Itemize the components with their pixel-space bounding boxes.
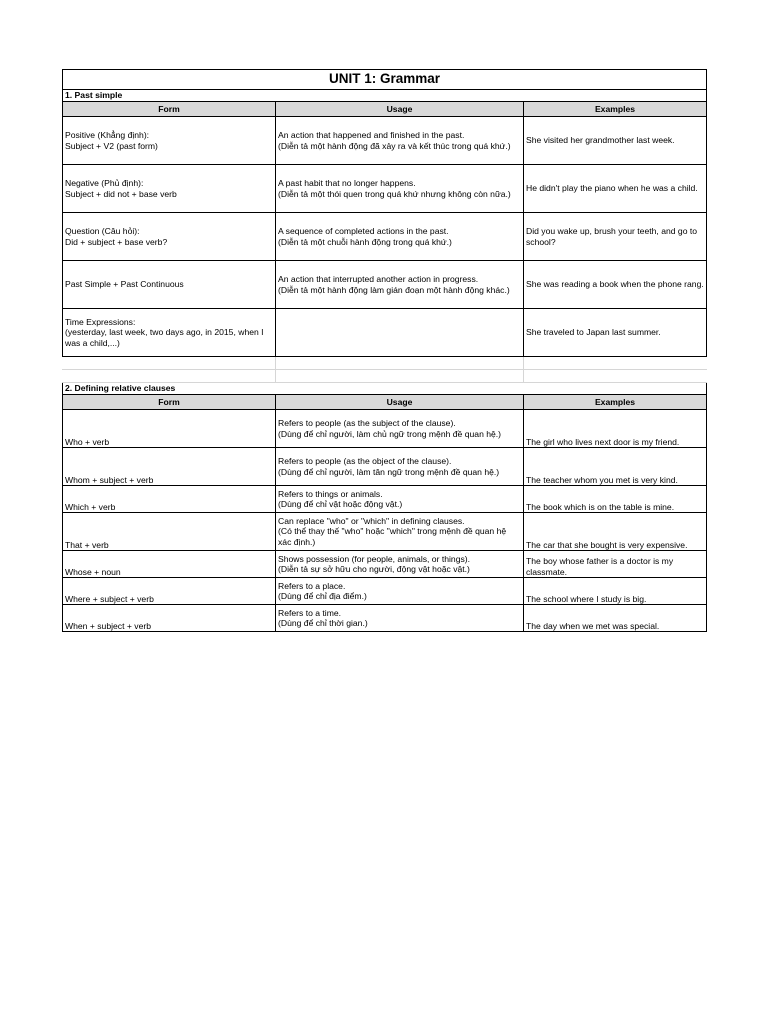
example-cell: Did you wake up, brush your teeth, and go to school? [524,213,707,261]
table-row [63,117,707,165]
table-row [63,578,707,605]
form-cell: Which + verb [63,486,276,513]
spacer-row [63,357,707,370]
usage-cell: A past habit that no longer happens. (Diễn tả một thói quen trong quá khứ nhưng không còn nữa.) [276,165,524,213]
usage-cell: A sequence of completed actions in the past. (Diễn tả một chuỗi hành động trong quá khứ.) [276,213,524,261]
example-cell: She traveled to Japan last summer. [524,309,707,357]
example-cell: The school where I study is big. [524,578,707,605]
usage-cell: Can replace "who" or "which" in defining clauses. (Có thể thay thế "who" hoặc "which" trong mệnh đề quan hệ xác định.) [276,513,524,551]
form-cell: Positive (Khẳng định): Subject + V2 (past form) [63,117,276,165]
table-row [63,551,707,578]
example-cell: She was reading a book when the phone rang. [524,261,707,309]
column-header-examples: Examples [524,395,707,410]
table-header-row [63,395,707,410]
example-cell: The boy whose father is a doctor is my classmate. [524,551,707,578]
table-row [63,513,707,551]
usage-cell: Shows possession (for people, animals, or things). (Diễn tả sự sở hữu cho người, động vật hoặc vật.) [276,551,524,578]
table-row [63,448,707,486]
table-row [63,605,707,632]
column-header-usage: Usage [276,102,524,117]
table-row [63,165,707,213]
section-heading-past-simple: 1. Past simple [63,90,707,102]
table-header-row [63,102,707,117]
spacer-row [63,370,707,383]
column-header-form: Form [63,102,276,117]
form-cell: Where + subject + verb [63,578,276,605]
column-header-examples: Examples [524,102,707,117]
example-cell: The book which is on the table is mine. [524,486,707,513]
example-cell: She visited her grandmother last week. [524,117,707,165]
grammar-sheet [62,69,706,632]
usage-cell: An action that happened and finished in the past. (Diễn tả một hành động đã xảy ra và kết thúc trong quá khứ.) [276,117,524,165]
table-row [63,309,707,357]
usage-cell: Refers to a time. (Dùng để chỉ thời gian.) [276,605,524,632]
form-cell: Whom + subject + verb [63,448,276,486]
example-cell: The girl who lives next door is my friend. [524,410,707,448]
form-cell: When + subject + verb [63,605,276,632]
form-cell: Who + verb [63,410,276,448]
section-heading-row [63,90,707,102]
title-row [63,70,707,90]
grammar-table [62,69,707,632]
example-cell: The car that she bought is very expensive. [524,513,707,551]
usage-cell: Refers to things or animals. (Dùng để chỉ vật hoặc động vật.) [276,486,524,513]
example-cell: The day when we met was special. [524,605,707,632]
page-title: UNIT 1: Grammar [63,70,707,90]
usage-cell: Refers to people (as the subject of the clause). (Dùng để chỉ người, làm chủ ngữ trong mệnh đề quan hệ.) [276,410,524,448]
table-row [63,261,707,309]
form-cell: Time Expressions: (yesterday, last week, two days ago, in 2015, when I was a child,...) [63,309,276,357]
form-cell: Negative (Phủ định): Subject + did not + base verb [63,165,276,213]
usage-cell [276,309,524,357]
section-heading-row [63,383,707,395]
table-row [63,213,707,261]
table-row [63,486,707,513]
form-cell: Past Simple + Past Continuous [63,261,276,309]
example-cell: He didn't play the piano when he was a child. [524,165,707,213]
usage-cell: An action that interrupted another action in progress. (Diễn tả một hành động làm gián đoạn một hành động khác.) [276,261,524,309]
usage-cell: Refers to people (as the object of the clause). (Dùng để chỉ người, làm tân ngữ trong mệnh đề quan hệ.) [276,448,524,486]
form-cell: Whose + noun [63,551,276,578]
table-row [63,410,707,448]
column-header-form: Form [63,395,276,410]
form-cell: That + verb [63,513,276,551]
form-cell: Question (Câu hỏi): Did + subject + base verb? [63,213,276,261]
column-header-usage: Usage [276,395,524,410]
example-cell: The teacher whom you met is very kind. [524,448,707,486]
section-heading-relative-clauses: 2. Defining relative clauses [63,383,707,395]
usage-cell: Refers to a place. (Dùng để chỉ địa điểm.) [276,578,524,605]
